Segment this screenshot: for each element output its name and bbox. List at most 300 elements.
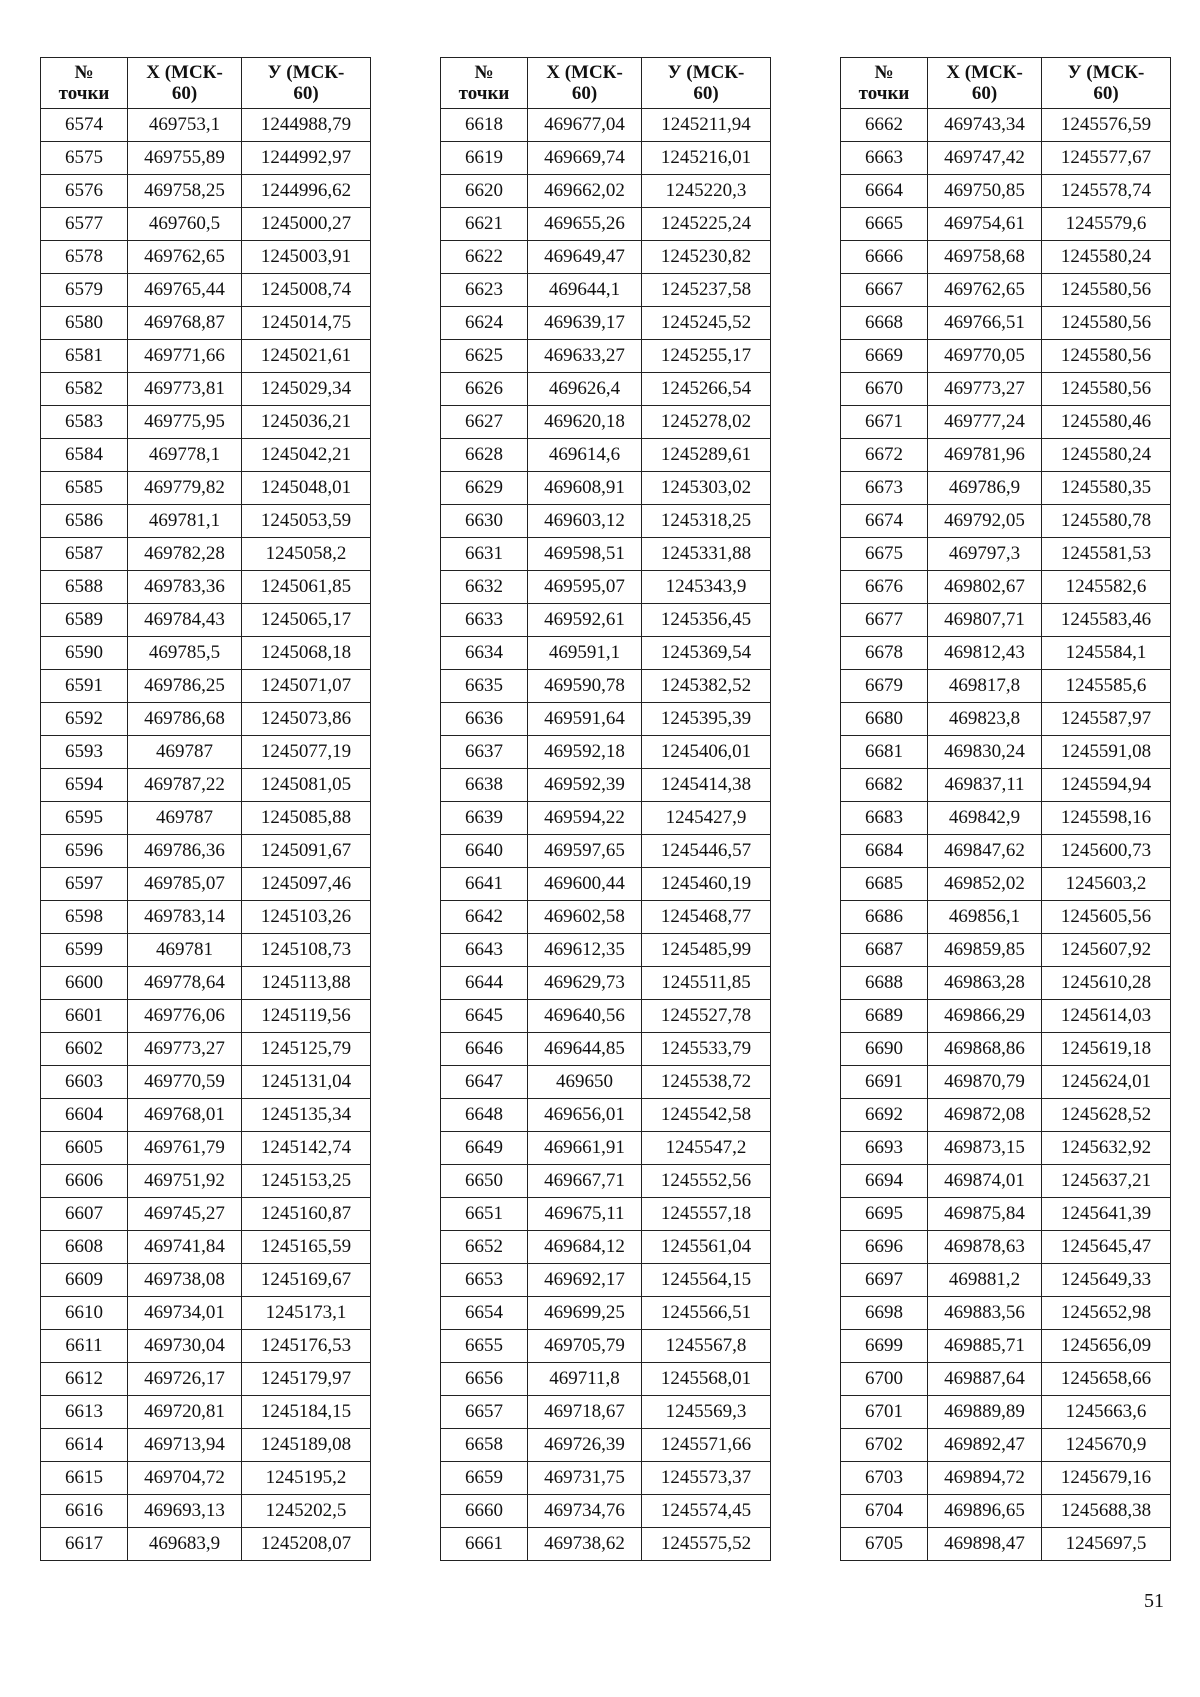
point-number-cell: 6609 [41, 1264, 128, 1297]
y-coordinate-cell: 1245065,17 [242, 604, 371, 637]
point-number-cell: 6628 [441, 439, 528, 472]
x-coordinate-cell: 469684,12 [528, 1231, 642, 1264]
point-number-cell: 6625 [441, 340, 528, 373]
y-coordinate-cell: 1245208,07 [242, 1528, 371, 1561]
point-number-cell: 6590 [41, 637, 128, 670]
y-coordinate-cell: 1245173,1 [242, 1297, 371, 1330]
table-row [841, 274, 1171, 307]
point-number-cell: 6687 [841, 934, 928, 967]
table-row [41, 901, 371, 934]
y-coordinate-cell: 1245356,45 [642, 604, 771, 637]
x-coordinate-cell: 469602,58 [528, 901, 642, 934]
point-number-cell: 6636 [441, 703, 528, 736]
point-number-cell: 6700 [841, 1363, 928, 1396]
x-coordinate-cell: 469859,85 [928, 934, 1042, 967]
table-row [41, 274, 371, 307]
y-coordinate-cell: 1245097,46 [242, 868, 371, 901]
y-coordinate-cell: 1245580,56 [1042, 373, 1171, 406]
table-row [441, 1429, 771, 1462]
x-coordinate-cell: 469629,73 [528, 967, 642, 1000]
point-number-cell: 6690 [841, 1033, 928, 1066]
y-coordinate-cell: 1245014,75 [242, 307, 371, 340]
y-coordinate-cell: 1245061,85 [242, 571, 371, 604]
table-row [441, 373, 771, 406]
point-number-cell: 6601 [41, 1000, 128, 1033]
point-number-cell: 6589 [41, 604, 128, 637]
table-row [441, 1099, 771, 1132]
table-row [841, 109, 1171, 142]
point-number-cell: 6668 [841, 307, 928, 340]
x-coordinate-cell: 469898,47 [928, 1528, 1042, 1561]
table-row [841, 1330, 1171, 1363]
y-coordinate-cell: 1245658,66 [1042, 1363, 1171, 1396]
point-number-cell: 6646 [441, 1033, 528, 1066]
table-row [441, 1033, 771, 1066]
y-coordinate-cell: 1245547,2 [642, 1132, 771, 1165]
y-coordinate-cell: 1245202,5 [242, 1495, 371, 1528]
table-row [441, 142, 771, 175]
table-row [41, 1462, 371, 1495]
point-number-cell: 6602 [41, 1033, 128, 1066]
y-coordinate-cell: 1245331,88 [642, 538, 771, 571]
point-number-header: № точки [841, 58, 928, 109]
x-coordinate-cell: 469761,79 [128, 1132, 242, 1165]
y-coordinate-cell: 1245135,34 [242, 1099, 371, 1132]
table-row [441, 802, 771, 835]
table-row [441, 406, 771, 439]
y-coordinate-cell: 1245091,67 [242, 835, 371, 868]
x-coordinate-cell: 469775,95 [128, 406, 242, 439]
x-coordinate-cell: 469603,12 [528, 505, 642, 538]
table-row [441, 967, 771, 1000]
table-row [441, 1132, 771, 1165]
point-number-cell: 6604 [41, 1099, 128, 1132]
table-row [441, 340, 771, 373]
table-row [441, 1264, 771, 1297]
point-number-cell: 6605 [41, 1132, 128, 1165]
x-coordinate-cell: 469592,39 [528, 769, 642, 802]
x-coordinate-cell: 469781,1 [128, 505, 242, 538]
y-coordinate-cell: 1245619,18 [1042, 1033, 1171, 1066]
point-number-cell: 6681 [841, 736, 928, 769]
table-header-row [41, 58, 371, 109]
y-coordinate-cell: 1245169,67 [242, 1264, 371, 1297]
y-coordinate-cell: 1245460,19 [642, 868, 771, 901]
x-coordinate-cell: 469705,79 [528, 1330, 642, 1363]
x-coordinate-cell: 469765,44 [128, 274, 242, 307]
point-number-cell: 6660 [441, 1495, 528, 1528]
point-number-cell: 6644 [441, 967, 528, 1000]
x-coordinate-cell: 469711,8 [528, 1363, 642, 1396]
point-number-cell: 6683 [841, 802, 928, 835]
point-number-cell: 6642 [441, 901, 528, 934]
table-row [41, 1528, 371, 1561]
y-coordinate-cell: 1245598,16 [1042, 802, 1171, 835]
point-number-cell: 6653 [441, 1264, 528, 1297]
table-row [41, 670, 371, 703]
y-coordinate-cell: 1245511,85 [642, 967, 771, 1000]
y-coordinate-cell: 1245008,74 [242, 274, 371, 307]
y-coordinate-cell: 1245656,09 [1042, 1330, 1171, 1363]
point-number-cell: 6634 [441, 637, 528, 670]
point-number-cell: 6663 [841, 142, 928, 175]
point-number-cell: 6622 [441, 241, 528, 274]
point-number-cell: 6619 [441, 142, 528, 175]
x-coordinate-cell: 469873,15 [928, 1132, 1042, 1165]
y-coordinate-cell: 1245566,51 [642, 1297, 771, 1330]
x-coordinate-cell: 469730,04 [128, 1330, 242, 1363]
x-coordinate-cell: 469875,84 [928, 1198, 1042, 1231]
x-coordinate-cell: 469852,02 [928, 868, 1042, 901]
y-coordinate-cell: 1245176,53 [242, 1330, 371, 1363]
point-number-cell: 6696 [841, 1231, 928, 1264]
y-coordinate-cell: 1245021,61 [242, 340, 371, 373]
point-number-cell: 6689 [841, 1000, 928, 1033]
table-row [441, 1363, 771, 1396]
x-coordinate-cell: 469777,24 [928, 406, 1042, 439]
x-coordinate-cell: 469823,8 [928, 703, 1042, 736]
table-row [41, 967, 371, 1000]
point-number-cell: 6597 [41, 868, 128, 901]
point-number-cell: 6680 [841, 703, 928, 736]
point-number-cell: 6583 [41, 406, 128, 439]
coordinates-table-2 [440, 57, 771, 1561]
table-row [441, 901, 771, 934]
y-coordinate-cell: 1245594,94 [1042, 769, 1171, 802]
x-coordinate-cell: 469713,94 [128, 1429, 242, 1462]
table-row [841, 373, 1171, 406]
table-row [841, 736, 1171, 769]
table-row [41, 1198, 371, 1231]
y-coordinate-cell: 1245585,6 [1042, 670, 1171, 703]
x-coordinate-cell: 469881,2 [928, 1264, 1042, 1297]
point-number-cell: 6630 [441, 505, 528, 538]
table-row [41, 175, 371, 208]
x-coordinate-cell: 469626,4 [528, 373, 642, 406]
point-number-cell: 6669 [841, 340, 928, 373]
y-coordinate-cell: 1245211,94 [642, 109, 771, 142]
x-coordinate-cell: 469595,07 [528, 571, 642, 604]
x-coordinate-cell: 469597,65 [528, 835, 642, 868]
table-row [841, 1198, 1171, 1231]
table-row [441, 1165, 771, 1198]
point-number-cell: 6629 [441, 472, 528, 505]
x-coordinate-cell: 469758,25 [128, 175, 242, 208]
x-coordinate-cell: 469718,67 [528, 1396, 642, 1429]
y-coordinate-cell: 1245195,2 [242, 1462, 371, 1495]
x-coordinate-cell: 469802,67 [928, 571, 1042, 604]
y-coordinate-header: У (МСК- 60) [242, 58, 371, 109]
point-number-cell: 6586 [41, 505, 128, 538]
y-coordinate-cell: 1245670,9 [1042, 1429, 1171, 1462]
table-row [841, 868, 1171, 901]
y-coordinate-cell: 1245237,58 [642, 274, 771, 307]
point-number-cell: 6662 [841, 109, 928, 142]
point-number-cell: 6621 [441, 208, 528, 241]
x-coordinate-cell: 469847,62 [928, 835, 1042, 868]
point-number-cell: 6633 [441, 604, 528, 637]
y-coordinate-cell: 1245220,3 [642, 175, 771, 208]
y-coordinate-cell: 1245697,5 [1042, 1528, 1171, 1561]
table-row [441, 637, 771, 670]
y-coordinate-cell: 1245073,86 [242, 703, 371, 736]
point-number-cell: 6608 [41, 1231, 128, 1264]
x-coordinate-cell: 469866,29 [928, 1000, 1042, 1033]
y-coordinate-cell: 1245580,56 [1042, 340, 1171, 373]
y-coordinate-cell: 1245108,73 [242, 934, 371, 967]
table-row [41, 802, 371, 835]
x-coordinate-header: Х (МСК- 60) [528, 58, 642, 109]
x-coordinate-cell: 469590,78 [528, 670, 642, 703]
x-coordinate-cell: 469786,68 [128, 703, 242, 736]
y-coordinate-cell: 1245414,38 [642, 769, 771, 802]
x-coordinate-cell: 469614,6 [528, 439, 642, 472]
point-number-cell: 6610 [41, 1297, 128, 1330]
y-coordinate-cell: 1245610,28 [1042, 967, 1171, 1000]
point-number-cell: 6670 [841, 373, 928, 406]
table-row [841, 1396, 1171, 1429]
x-coordinate-cell: 469781,96 [928, 439, 1042, 472]
point-number-cell: 6585 [41, 472, 128, 505]
table-row [441, 538, 771, 571]
table-row [441, 307, 771, 340]
x-coordinate-cell: 469612,35 [528, 934, 642, 967]
x-coordinate-cell: 469656,01 [528, 1099, 642, 1132]
point-number-cell: 6593 [41, 736, 128, 769]
x-coordinate-cell: 469675,11 [528, 1198, 642, 1231]
point-number-cell: 6603 [41, 1066, 128, 1099]
table-row [441, 175, 771, 208]
y-coordinate-cell: 1245266,54 [642, 373, 771, 406]
x-coordinate-cell: 469760,5 [128, 208, 242, 241]
x-coordinate-cell: 469755,89 [128, 142, 242, 175]
point-number-cell: 6620 [441, 175, 528, 208]
point-number-cell: 6640 [441, 835, 528, 868]
point-number-cell: 6701 [841, 1396, 928, 1429]
y-coordinate-cell: 1245085,88 [242, 802, 371, 835]
x-coordinate-cell: 469786,25 [128, 670, 242, 703]
y-coordinate-cell: 1245603,2 [1042, 868, 1171, 901]
point-number-cell: 6661 [441, 1528, 528, 1561]
point-number-cell: 6667 [841, 274, 928, 307]
point-number-cell: 6626 [441, 373, 528, 406]
table-row [841, 505, 1171, 538]
point-number-cell: 6588 [41, 571, 128, 604]
point-number-cell: 6702 [841, 1429, 928, 1462]
table-row [441, 868, 771, 901]
x-coordinate-cell: 469644,85 [528, 1033, 642, 1066]
x-coordinate-cell: 469649,47 [528, 241, 642, 274]
point-number-cell: 6613 [41, 1396, 128, 1429]
x-coordinate-cell: 469592,61 [528, 604, 642, 637]
table-row [841, 439, 1171, 472]
y-coordinate-cell: 1245468,77 [642, 901, 771, 934]
point-number-cell: 6611 [41, 1330, 128, 1363]
x-coordinate-cell: 469885,71 [928, 1330, 1042, 1363]
point-number-cell: 6596 [41, 835, 128, 868]
table-row [41, 505, 371, 538]
x-coordinate-cell: 469592,18 [528, 736, 642, 769]
point-number-cell: 6650 [441, 1165, 528, 1198]
table-row [41, 637, 371, 670]
table-row [841, 802, 1171, 835]
table-row [41, 1330, 371, 1363]
y-coordinate-cell: 1245289,61 [642, 439, 771, 472]
table-row [841, 208, 1171, 241]
table-row [841, 835, 1171, 868]
table-row [841, 670, 1171, 703]
point-number-cell: 6677 [841, 604, 928, 637]
y-coordinate-cell: 1245568,01 [642, 1363, 771, 1396]
x-coordinate-cell: 469731,75 [528, 1462, 642, 1495]
x-coordinate-cell: 469783,36 [128, 571, 242, 604]
table-row [41, 934, 371, 967]
point-number-cell: 6682 [841, 769, 928, 802]
point-number-cell: 6643 [441, 934, 528, 967]
x-coordinate-cell: 469683,9 [128, 1528, 242, 1561]
point-number-cell: 6612 [41, 1363, 128, 1396]
point-number-cell: 6694 [841, 1165, 928, 1198]
table-row [841, 1099, 1171, 1132]
point-number-cell: 6574 [41, 109, 128, 142]
y-coordinate-cell: 1245427,9 [642, 802, 771, 835]
y-coordinate-cell: 1245184,15 [242, 1396, 371, 1429]
y-coordinate-cell: 1245165,59 [242, 1231, 371, 1264]
table-row [41, 1099, 371, 1132]
x-coordinate-cell: 469889,89 [928, 1396, 1042, 1429]
table-row [41, 307, 371, 340]
x-coordinate-cell: 469734,01 [128, 1297, 242, 1330]
point-number-cell: 6600 [41, 967, 128, 1000]
y-coordinate-cell: 1245189,08 [242, 1429, 371, 1462]
x-coordinate-cell: 469785,5 [128, 637, 242, 670]
table-row [841, 1231, 1171, 1264]
x-coordinate-cell: 469778,1 [128, 439, 242, 472]
table-row [441, 736, 771, 769]
point-number-cell: 6607 [41, 1198, 128, 1231]
y-coordinate-cell: 1245131,04 [242, 1066, 371, 1099]
point-number-cell: 6651 [441, 1198, 528, 1231]
point-number-cell: 6577 [41, 208, 128, 241]
x-coordinate-cell: 469591,64 [528, 703, 642, 736]
y-coordinate-cell: 1245569,3 [642, 1396, 771, 1429]
point-number-cell: 6671 [841, 406, 928, 439]
y-coordinate-cell: 1245343,9 [642, 571, 771, 604]
table-row [41, 439, 371, 472]
y-coordinate-cell: 1245068,18 [242, 637, 371, 670]
point-number-cell: 6617 [41, 1528, 128, 1561]
table-row [441, 208, 771, 241]
point-number-cell: 6582 [41, 373, 128, 406]
point-number-cell: 6666 [841, 241, 928, 274]
y-coordinate-cell: 1245580,46 [1042, 406, 1171, 439]
y-coordinate-cell: 1245577,67 [1042, 142, 1171, 175]
y-coordinate-cell: 1245058,2 [242, 538, 371, 571]
x-coordinate-cell: 469887,64 [928, 1363, 1042, 1396]
x-coordinate-cell: 469644,1 [528, 274, 642, 307]
point-number-cell: 6595 [41, 802, 128, 835]
table-row [41, 1264, 371, 1297]
x-coordinate-cell: 469768,87 [128, 307, 242, 340]
point-number-cell: 6688 [841, 967, 928, 1000]
y-coordinate-cell: 1245406,01 [642, 736, 771, 769]
table-row [841, 1363, 1171, 1396]
table-row [41, 1297, 371, 1330]
point-number-cell: 6647 [441, 1066, 528, 1099]
x-coordinate-cell: 469786,36 [128, 835, 242, 868]
x-coordinate-cell: 469747,42 [928, 142, 1042, 175]
table-row [41, 373, 371, 406]
y-coordinate-cell: 1245614,03 [1042, 1000, 1171, 1033]
table-row [41, 1396, 371, 1429]
table-row [41, 340, 371, 373]
table-row [441, 274, 771, 307]
table-row [41, 868, 371, 901]
x-coordinate-cell: 469768,01 [128, 1099, 242, 1132]
y-coordinate-cell: 1245036,21 [242, 406, 371, 439]
table-row [41, 472, 371, 505]
point-number-cell: 6616 [41, 1495, 128, 1528]
x-coordinate-cell: 469787,22 [128, 769, 242, 802]
x-coordinate-cell: 469608,91 [528, 472, 642, 505]
x-coordinate-cell: 469792,05 [928, 505, 1042, 538]
point-number-cell: 6615 [41, 1462, 128, 1495]
table-row [841, 538, 1171, 571]
y-coordinate-cell: 1245446,57 [642, 835, 771, 868]
coordinates-table-3 [840, 57, 1171, 1561]
point-number-cell: 6576 [41, 175, 128, 208]
y-coordinate-cell: 1245571,66 [642, 1429, 771, 1462]
point-number-cell: 6678 [841, 637, 928, 670]
table-row [441, 439, 771, 472]
point-number-cell: 6624 [441, 307, 528, 340]
table-row [441, 835, 771, 868]
table-row [441, 703, 771, 736]
x-coordinate-cell: 469856,1 [928, 901, 1042, 934]
x-coordinate-cell: 469751,92 [128, 1165, 242, 1198]
y-coordinate-cell: 1245600,73 [1042, 835, 1171, 868]
table-row [841, 1132, 1171, 1165]
y-coordinate-cell: 1245395,39 [642, 703, 771, 736]
x-coordinate-cell: 469773,27 [128, 1033, 242, 1066]
point-number-cell: 6623 [441, 274, 528, 307]
y-coordinate-cell: 1245579,6 [1042, 208, 1171, 241]
y-coordinate-cell: 1245103,26 [242, 901, 371, 934]
point-number-cell: 6685 [841, 868, 928, 901]
table-row [41, 1495, 371, 1528]
table-row [41, 1066, 371, 1099]
y-coordinate-cell: 1245077,19 [242, 736, 371, 769]
y-coordinate-cell: 1245557,18 [642, 1198, 771, 1231]
table-row [841, 1264, 1171, 1297]
point-number-cell: 6584 [41, 439, 128, 472]
x-coordinate-cell: 469872,08 [928, 1099, 1042, 1132]
table-row [441, 571, 771, 604]
x-coordinate-cell: 469830,24 [928, 736, 1042, 769]
point-number-cell: 6695 [841, 1198, 928, 1231]
table-row [841, 901, 1171, 934]
table-row [841, 340, 1171, 373]
point-number-cell: 6592 [41, 703, 128, 736]
point-number-cell: 6581 [41, 340, 128, 373]
table-row [441, 670, 771, 703]
table-row [841, 769, 1171, 802]
x-coordinate-cell: 469878,63 [928, 1231, 1042, 1264]
x-coordinate-cell: 469894,72 [928, 1462, 1042, 1495]
x-coordinate-cell: 469787 [128, 736, 242, 769]
y-coordinate-cell: 1245649,33 [1042, 1264, 1171, 1297]
x-coordinate-cell: 469662,02 [528, 175, 642, 208]
